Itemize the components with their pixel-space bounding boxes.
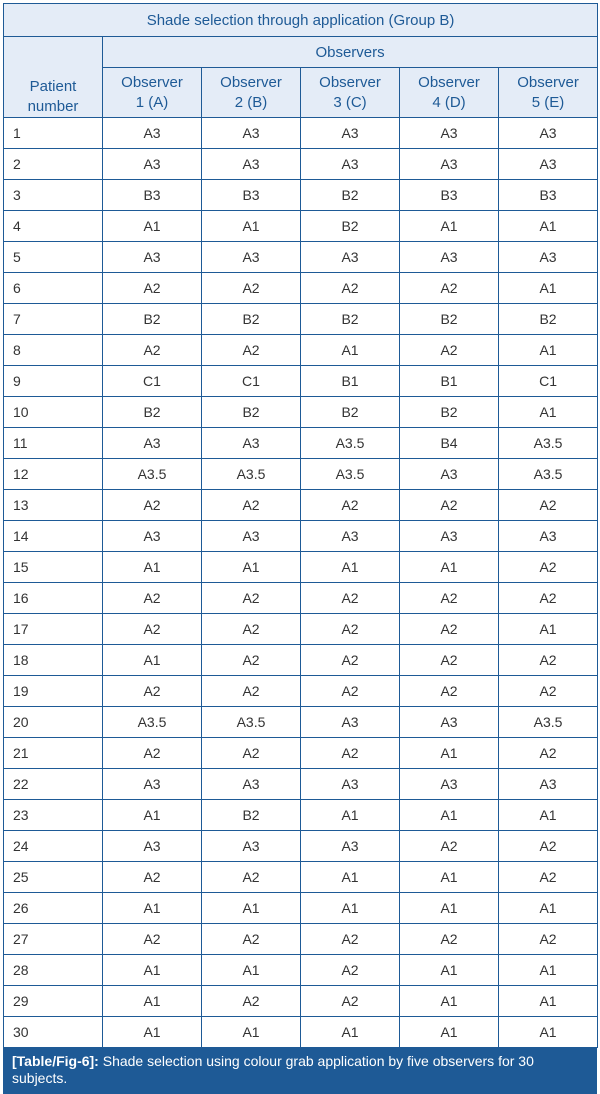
observers-group-header: Observers [103, 37, 598, 68]
observer-header-b [202, 68, 301, 118]
table-row [4, 118, 598, 149]
shade-cell: A2 [400, 676, 499, 707]
observer-header-line1: Observer [121, 73, 183, 91]
shade-cell: A3 [301, 242, 400, 273]
shade-cell: A1 [499, 397, 598, 428]
shade-cell: A2 [400, 924, 499, 955]
patient-number-cell: 5 [4, 242, 103, 273]
shade-cell: A2 [202, 335, 301, 366]
shade-cell: A3 [301, 118, 400, 149]
patient-number-cell: 17 [4, 614, 103, 645]
shade-cell: A2 [202, 645, 301, 676]
shade-cell: A2 [103, 490, 202, 521]
shade-cell: A3 [103, 242, 202, 273]
shade-cell: A2 [103, 273, 202, 304]
shade-cell: A1 [400, 986, 499, 1017]
observer-header-line2: 2 (B) [234, 93, 268, 111]
shade-cell: A1 [202, 893, 301, 924]
shade-cell: A2 [301, 490, 400, 521]
shade-cell: A3 [202, 149, 301, 180]
shade-cell: A1 [103, 1017, 202, 1048]
shade-cell: A1 [499, 986, 598, 1017]
table-row [4, 831, 598, 862]
shade-cell: A2 [400, 583, 499, 614]
shade-cell: A3 [103, 149, 202, 180]
shade-cell: A1 [202, 1017, 301, 1048]
shade-cell: A3.5 [202, 707, 301, 738]
shade-cell: A2 [499, 552, 598, 583]
shade-cell: A1 [103, 800, 202, 831]
shade-cell: A2 [103, 335, 202, 366]
shade-cell: A2 [301, 676, 400, 707]
patient-number-cell: 1 [4, 118, 103, 149]
shade-cell: B1 [400, 366, 499, 397]
shade-cell: A2 [499, 862, 598, 893]
shade-cell: A1 [103, 645, 202, 676]
table-row [4, 707, 598, 738]
shade-cell: A1 [400, 800, 499, 831]
shade-cell: A2 [400, 645, 499, 676]
table-row [4, 149, 598, 180]
patient-number-cell: 18 [4, 645, 103, 676]
table-body [4, 118, 598, 1048]
shade-cell: A3.5 [202, 459, 301, 490]
shade-cell: C1 [202, 366, 301, 397]
observer-header-a [103, 68, 202, 118]
shade-cell: A1 [499, 893, 598, 924]
shade-cell: A3 [103, 118, 202, 149]
shade-cell: B3 [400, 180, 499, 211]
observer-header-d [400, 68, 499, 118]
patient-number-cell: 7 [4, 304, 103, 335]
patient-number-cell: 28 [4, 955, 103, 986]
shade-cell: A2 [499, 831, 598, 862]
table-row [4, 800, 598, 831]
table-row [4, 924, 598, 955]
patient-number-cell: 10 [4, 397, 103, 428]
shade-cell: B2 [400, 397, 499, 428]
shade-cell: A3 [400, 769, 499, 800]
table-row [4, 397, 598, 428]
patient-number-cell: 19 [4, 676, 103, 707]
shade-cell: A1 [301, 893, 400, 924]
shade-cell: A2 [202, 738, 301, 769]
table-row [4, 645, 598, 676]
patient-number-cell: 8 [4, 335, 103, 366]
shade-cell: B2 [202, 800, 301, 831]
patient-number-header [4, 37, 103, 118]
shade-cell: A1 [400, 1017, 499, 1048]
shade-cell: B2 [103, 397, 202, 428]
shade-cell: A3 [400, 118, 499, 149]
shade-cell: A2 [301, 583, 400, 614]
observer-header-line1: Observer [517, 73, 579, 91]
shade-cell: A1 [400, 955, 499, 986]
shade-cell: A2 [301, 924, 400, 955]
table-row [4, 521, 598, 552]
figure-caption [3, 1048, 597, 1094]
shade-cell: A1 [103, 211, 202, 242]
table-row [4, 955, 598, 986]
patient-header-line1: Patient [29, 78, 77, 95]
shade-cell: A2 [400, 335, 499, 366]
patient-number-cell: 24 [4, 831, 103, 862]
shade-cell: B4 [400, 428, 499, 459]
shade-cell: A3.5 [301, 459, 400, 490]
shade-cell: A1 [103, 986, 202, 1017]
patient-number-cell: 16 [4, 583, 103, 614]
patient-number-cell: 9 [4, 366, 103, 397]
shade-selection-table [3, 3, 598, 1048]
shade-cell: B2 [499, 304, 598, 335]
patient-number-cell: 26 [4, 893, 103, 924]
shade-cell: A3 [499, 242, 598, 273]
shade-cell: A3 [202, 242, 301, 273]
shade-cell: B1 [301, 366, 400, 397]
shade-cell: B2 [301, 211, 400, 242]
shade-cell: A2 [499, 583, 598, 614]
shade-cell: A1 [499, 614, 598, 645]
shade-cell: A3 [499, 769, 598, 800]
shade-cell: A2 [400, 273, 499, 304]
shade-cell: A1 [400, 862, 499, 893]
shade-cell: A3 [301, 769, 400, 800]
table-row [4, 614, 598, 645]
shade-cell: A1 [103, 552, 202, 583]
shade-cell: A2 [400, 490, 499, 521]
patient-number-cell: 4 [4, 211, 103, 242]
patient-number-cell: 27 [4, 924, 103, 955]
shade-cell: A2 [103, 583, 202, 614]
shade-cell: A1 [202, 211, 301, 242]
shade-cell: A3 [103, 831, 202, 862]
shade-cell: A2 [301, 738, 400, 769]
patient-number-cell: 3 [4, 180, 103, 211]
shade-cell: A3 [400, 459, 499, 490]
shade-cell: A3.5 [499, 459, 598, 490]
patient-number-cell: 15 [4, 552, 103, 583]
shade-cell: A2 [103, 924, 202, 955]
shade-cell: A1 [400, 893, 499, 924]
table-row [4, 552, 598, 583]
shade-cell: A2 [301, 955, 400, 986]
shade-cell: B3 [499, 180, 598, 211]
observer-header-line2: 1 (A) [135, 93, 169, 111]
shade-cell: A1 [400, 738, 499, 769]
shade-cell: B3 [202, 180, 301, 211]
shade-cell: A2 [202, 273, 301, 304]
table-figure [3, 3, 597, 1094]
table-row [4, 1017, 598, 1048]
patient-number-cell: 30 [4, 1017, 103, 1048]
observer-header-line2: 4 (D) [432, 93, 466, 111]
patient-number-cell: 2 [4, 149, 103, 180]
table-row [4, 273, 598, 304]
shade-cell: A3 [103, 521, 202, 552]
shade-cell: A2 [202, 862, 301, 893]
shade-cell: A2 [202, 490, 301, 521]
patient-number-cell: 22 [4, 769, 103, 800]
shade-cell: A1 [301, 335, 400, 366]
table-row [4, 428, 598, 459]
shade-cell: A1 [103, 893, 202, 924]
shade-cell: A3 [301, 707, 400, 738]
shade-cell: A1 [499, 955, 598, 986]
shade-cell: A2 [499, 645, 598, 676]
patient-number-cell: 11 [4, 428, 103, 459]
caption-text: Shade selection using colour grab application by five observers for 30 subjects. [12, 1053, 534, 1086]
observer-header-line2: 3 (C) [333, 93, 367, 111]
shade-cell: A1 [400, 552, 499, 583]
shade-cell: A3 [400, 521, 499, 552]
shade-cell: A3 [301, 149, 400, 180]
shade-cell: A3 [400, 707, 499, 738]
patient-number-cell: 23 [4, 800, 103, 831]
observer-header-e [499, 68, 598, 118]
shade-cell: A3 [499, 149, 598, 180]
shade-cell: A3 [499, 521, 598, 552]
patient-number-cell: 21 [4, 738, 103, 769]
shade-cell: A3.5 [103, 459, 202, 490]
patient-header-line2: number [27, 98, 79, 115]
shade-cell: A2 [103, 614, 202, 645]
shade-cell: B3 [103, 180, 202, 211]
shade-cell: A2 [301, 614, 400, 645]
shade-cell: B2 [301, 180, 400, 211]
table-row [4, 490, 598, 521]
shade-cell: A2 [103, 862, 202, 893]
shade-cell: A2 [499, 490, 598, 521]
shade-cell: A3 [103, 769, 202, 800]
shade-cell: A3.5 [301, 428, 400, 459]
table-row [4, 366, 598, 397]
shade-cell: B2 [103, 304, 202, 335]
table-row [4, 862, 598, 893]
shade-cell: A2 [202, 583, 301, 614]
observer-header-line1: Observer [319, 73, 381, 91]
shade-cell: A1 [301, 862, 400, 893]
shade-cell: A3 [499, 118, 598, 149]
observer-header-line2: 5 (E) [531, 93, 565, 111]
patient-number-cell: 12 [4, 459, 103, 490]
shade-cell: A2 [103, 676, 202, 707]
shade-cell: A2 [202, 924, 301, 955]
shade-cell: A1 [400, 211, 499, 242]
shade-cell: A3 [400, 242, 499, 273]
shade-cell: A3 [202, 521, 301, 552]
shade-cell: A3 [103, 428, 202, 459]
observer-header-c [301, 68, 400, 118]
shade-cell: A2 [301, 273, 400, 304]
patient-number-cell: 6 [4, 273, 103, 304]
table-row [4, 738, 598, 769]
table-row [4, 676, 598, 707]
patient-number-cell: 13 [4, 490, 103, 521]
table-row [4, 893, 598, 924]
table-row [4, 211, 598, 242]
shade-cell: A3.5 [103, 707, 202, 738]
shade-cell: A1 [499, 800, 598, 831]
observer-header-line1: Observer [418, 73, 480, 91]
shade-cell: A1 [499, 273, 598, 304]
observer-header-line1: Observer [220, 73, 282, 91]
shade-cell: A1 [202, 552, 301, 583]
shade-cell: C1 [103, 366, 202, 397]
shade-cell: A2 [400, 614, 499, 645]
table-row [4, 180, 598, 211]
table-row [4, 304, 598, 335]
shade-cell: A3.5 [499, 707, 598, 738]
shade-cell: A2 [301, 986, 400, 1017]
shade-cell: A2 [499, 738, 598, 769]
shade-cell: A3 [202, 769, 301, 800]
shade-cell: A2 [202, 676, 301, 707]
shade-cell: A1 [499, 211, 598, 242]
shade-cell: A2 [202, 614, 301, 645]
shade-cell: B2 [301, 397, 400, 428]
shade-cell: A2 [499, 676, 598, 707]
shade-cell: A2 [400, 831, 499, 862]
shade-cell: A3 [301, 521, 400, 552]
shade-cell: A2 [202, 986, 301, 1017]
patient-number-cell: 25 [4, 862, 103, 893]
shade-cell: B2 [400, 304, 499, 335]
shade-cell: C1 [499, 366, 598, 397]
shade-cell: A2 [499, 924, 598, 955]
table-row [4, 986, 598, 1017]
table-row [4, 583, 598, 614]
shade-cell: A3 [301, 831, 400, 862]
shade-cell: A1 [301, 1017, 400, 1048]
shade-cell: A1 [202, 955, 301, 986]
shade-cell: B2 [202, 397, 301, 428]
table-row [4, 769, 598, 800]
shade-cell: A1 [499, 335, 598, 366]
shade-cell: A1 [301, 800, 400, 831]
shade-cell: B2 [301, 304, 400, 335]
caption-label: [Table/Fig-6]: [12, 1053, 99, 1069]
shade-cell: A3 [202, 831, 301, 862]
table-row [4, 242, 598, 273]
patient-number-cell: 14 [4, 521, 103, 552]
patient-number-cell: 20 [4, 707, 103, 738]
patient-number-cell: 29 [4, 986, 103, 1017]
shade-cell: A3 [202, 428, 301, 459]
shade-cell: A1 [499, 1017, 598, 1048]
table-row [4, 335, 598, 366]
shade-cell: A2 [301, 645, 400, 676]
shade-cell: B2 [202, 304, 301, 335]
shade-cell: A2 [103, 738, 202, 769]
shade-cell: A3.5 [499, 428, 598, 459]
table-row [4, 459, 598, 490]
table-title: Shade selection through application (Group B) [4, 4, 598, 37]
shade-cell: A3 [400, 149, 499, 180]
shade-cell: A1 [103, 955, 202, 986]
shade-cell: A3 [202, 118, 301, 149]
shade-cell: A1 [301, 552, 400, 583]
